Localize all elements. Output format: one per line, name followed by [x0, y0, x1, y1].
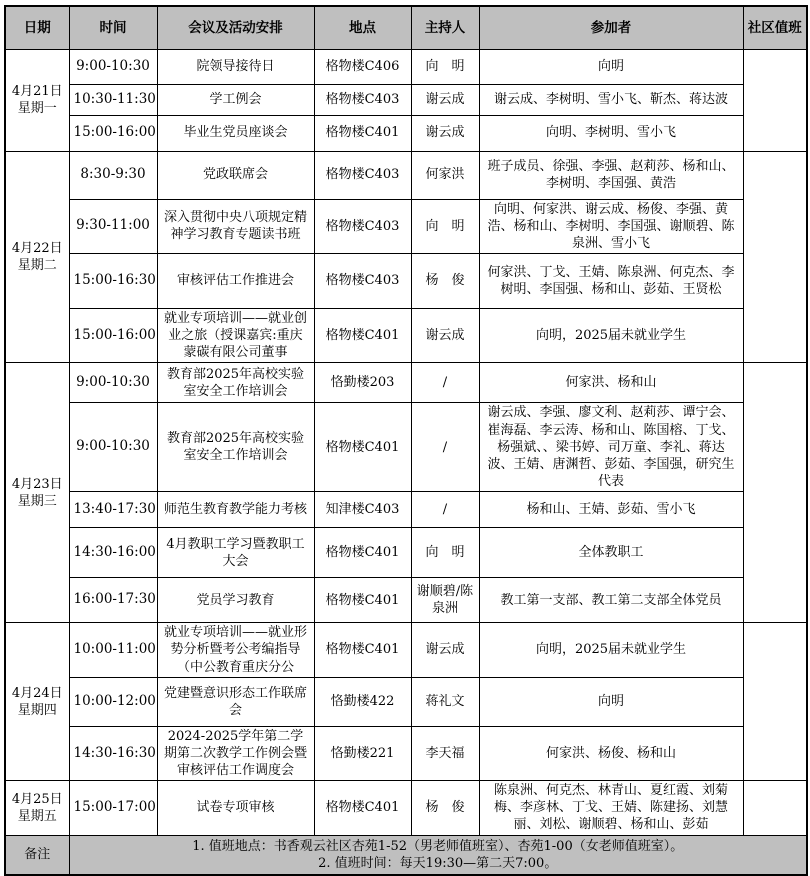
cell-location: 恪勤楼422 [314, 677, 411, 726]
cell-community-duty [743, 363, 807, 623]
date-cell-fri [5, 781, 69, 835]
schedule-row [5, 726, 807, 780]
weekly-schedule-table [4, 5, 808, 876]
cell-host: 谢云成 [411, 84, 479, 115]
cell-meeting: 学工例会 [157, 84, 314, 115]
cell-participants: 教工第一支部、教工第二支部全体党员 [479, 578, 743, 623]
col-header-location: 地点 [314, 6, 411, 49]
cell-time: 9:00-10:30 [69, 403, 157, 492]
cell-participants: 向明 [479, 49, 743, 84]
cell-location: 格物楼C401 [314, 115, 411, 151]
cell-participants: 谢云成、李树明、雪小飞、靳杰、蒋达波 [479, 84, 743, 115]
cell-time: 15:00-16:00 [69, 115, 157, 151]
cell-location: 恪勤楼221 [314, 726, 411, 780]
schedule-row [5, 253, 807, 308]
cell-location: 格物楼C406 [314, 49, 411, 84]
cell-meeting: 师范生教育教学能力考核 [157, 492, 314, 528]
notes-content [69, 835, 807, 875]
cell-meeting: 毕业生党员座谈会 [157, 115, 314, 151]
cell-time: 8:30-9:30 [69, 151, 157, 199]
date-cell-mon [5, 49, 69, 151]
schedule-row [5, 308, 807, 362]
schedule-row [5, 492, 807, 528]
cell-meeting: 试卷专项审核 [157, 781, 314, 835]
cell-participants: 向明 [479, 677, 743, 726]
col-header-date: 日期 [5, 6, 69, 49]
schedule-row [5, 84, 807, 115]
cell-host: 向 明 [411, 528, 479, 578]
cell-time: 10:00-11:00 [69, 623, 157, 677]
cell-time: 14:30-16:30 [69, 726, 157, 780]
cell-host: 谢顺碧/陈泉洲 [411, 578, 479, 623]
cell-location: 格物楼C401 [314, 528, 411, 578]
cell-participants: 向明、李树明、雪小飞 [479, 115, 743, 151]
schedule-row [5, 151, 807, 199]
schedule-row [5, 49, 807, 84]
cell-meeting: 4月教职工学习暨教职工大会 [157, 528, 314, 578]
col-header-participants: 参加者 [479, 6, 743, 49]
cell-host: 向 明 [411, 49, 479, 84]
cell-host: 何家洪 [411, 151, 479, 199]
col-header-time: 时间 [69, 6, 157, 49]
cell-time: 9:00-10:30 [69, 363, 157, 403]
cell-community-duty [743, 49, 807, 151]
schedule-row [5, 115, 807, 151]
weekday-text: 星期四 [17, 702, 57, 718]
cell-meeting: 党员学习教育 [157, 578, 314, 623]
header-row [5, 6, 807, 49]
cell-meeting: 就业专项培训——就业形势分析暨考公考编指导（中公教育重庆分公 [157, 623, 314, 677]
cell-location: 知津楼C403 [314, 492, 411, 528]
date-text: 4月25日 [11, 791, 63, 807]
cell-host: / [411, 403, 479, 492]
col-header-meeting: 会议及活动安排 [157, 6, 314, 49]
notes-line-1: 1. 值班地点：书香观云社区杏苑1-52（男老师值班室）、杏苑1-00（女老师值班室）。 [192, 838, 684, 854]
cell-host: 杨 俊 [411, 781, 479, 835]
date-text: 4月23日 [11, 476, 63, 492]
cell-meeting: 教育部2025年高校实验室安全工作培训会 [157, 403, 314, 492]
cell-location: 恪勤楼203 [314, 363, 411, 403]
notes-row [5, 835, 807, 875]
cell-participants: 全体教职工 [479, 528, 743, 578]
notes-line-2: 2. 值班时间：每天19:30—第二天7:00。 [318, 855, 558, 871]
cell-host: 谢云成 [411, 308, 479, 362]
cell-time: 13:40-17:30 [69, 492, 157, 528]
cell-participants: 陈泉洲、何克杰、林青山、夏红霞、刘菊梅、李彦林、丁戈、王婧、陈建扬、刘慧丽、刘松、谢顺碧、杨和山、彭茹 [479, 781, 743, 835]
cell-meeting: 教育部2025年高校实验室安全工作培训会 [157, 363, 314, 403]
cell-location: 格物楼C401 [314, 403, 411, 492]
cell-host: / [411, 492, 479, 528]
cell-time: 9:30-11:00 [69, 199, 157, 253]
cell-location: 格物楼C401 [314, 578, 411, 623]
cell-time: 9:00-10:30 [69, 49, 157, 84]
date-text: 4月24日 [11, 685, 63, 701]
cell-time: 15:00-16:00 [69, 308, 157, 362]
weekday-text: 星期二 [17, 257, 57, 273]
cell-time: 10:30-11:30 [69, 84, 157, 115]
cell-location: 格物楼C403 [314, 253, 411, 308]
schedule-row [5, 578, 807, 623]
cell-community-duty [743, 623, 807, 781]
cell-location: 格物楼C403 [314, 84, 411, 115]
cell-meeting: 深入贯彻中央八项规定精神学习教育专题读书班 [157, 199, 314, 253]
cell-host: / [411, 363, 479, 403]
cell-time: 14:30-16:00 [69, 528, 157, 578]
cell-community-duty [743, 151, 807, 363]
cell-participants: 何家洪、杨和山 [479, 363, 743, 403]
schedule-row [5, 528, 807, 578]
cell-location: 格物楼C401 [314, 623, 411, 677]
cell-participants: 向明、何家洪、谢云成、杨俊、李强、黄浩、杨和山、李树明、李国强、谢顺碧、陈泉洲、雪小飞 [479, 199, 743, 253]
cell-host: 杨 俊 [411, 253, 479, 308]
date-text: 4月22日 [11, 240, 63, 256]
col-header-host: 主持人 [411, 6, 479, 49]
cell-location: 格物楼C401 [314, 781, 411, 835]
weekday-text: 星期一 [17, 101, 57, 116]
notes-label: 备注 [5, 835, 69, 875]
cell-host: 李天福 [411, 726, 479, 780]
schedule-row [5, 363, 807, 403]
cell-host: 谢云成 [411, 115, 479, 151]
cell-participants: 班子成员、徐强、李强、赵莉莎、杨和山、李树明、李国强、黄浩 [479, 151, 743, 199]
cell-meeting: 院领导接待日 [157, 49, 314, 84]
cell-meeting: 审核评估工作推进会 [157, 253, 314, 308]
date-cell-thu [5, 623, 69, 781]
date-cell-wed [5, 363, 69, 623]
cell-meeting: 就业专项培训——就业创业之旅（授课嘉宾:重庆蒙碳有限公司董事 [157, 308, 314, 362]
schedule-row [5, 781, 807, 835]
cell-participants: 向明，2025届未就业学生 [479, 623, 743, 677]
cell-participants: 何家洪、丁戈、王婧、陈泉洲、何克杰、李树明、李国强、杨和山、彭茹、王贤松 [479, 253, 743, 308]
weekday-text: 星期五 [17, 808, 57, 824]
cell-participants: 谢云成、李强、廖文利、赵莉莎、谭宁会、崔海磊、李云涛、杨和山、陈国榕、丁戈、杨强斌、、梁书婷、司万童、李礼、蒋达波、王婧、唐渊哲、彭茹、李国强，研究生代表 [479, 403, 743, 492]
cell-meeting: 党建暨意识形态工作联席会 [157, 677, 314, 726]
cell-time: 15:00-16:30 [69, 253, 157, 308]
cell-participants: 杨和山、王婧、彭茹、雪小飞 [479, 492, 743, 528]
cell-location: 格物楼C401 [314, 308, 411, 362]
weekday-text: 星期三 [17, 493, 57, 509]
schedule-row [5, 677, 807, 726]
schedule-row [5, 403, 807, 492]
cell-participants: 何家洪、杨俊、杨和山 [479, 726, 743, 780]
cell-meeting: 党政联席会 [157, 151, 314, 199]
date-cell-tue [5, 151, 69, 363]
cell-community-duty [743, 781, 807, 835]
cell-meeting: 2024-2025学年第二学期第二次教学工作例会暨审核评估工作调度会 [157, 726, 314, 780]
cell-time: 15:00-17:00 [69, 781, 157, 835]
date-text: 4月21日 [11, 83, 63, 99]
cell-host: 向 明 [411, 199, 479, 253]
cell-time: 10:00-12:00 [69, 677, 157, 726]
cell-host: 谢云成 [411, 623, 479, 677]
schedule-row [5, 623, 807, 677]
schedule-row [5, 199, 807, 253]
col-header-community-duty: 社区值班 [743, 6, 807, 49]
cell-host: 蒋礼文 [411, 677, 479, 726]
cell-location: 格物楼C403 [314, 151, 411, 199]
cell-participants: 向明，2025届未就业学生 [479, 308, 743, 362]
cell-time: 16:00-17:30 [69, 578, 157, 623]
cell-location: 格物楼C403 [314, 199, 411, 253]
